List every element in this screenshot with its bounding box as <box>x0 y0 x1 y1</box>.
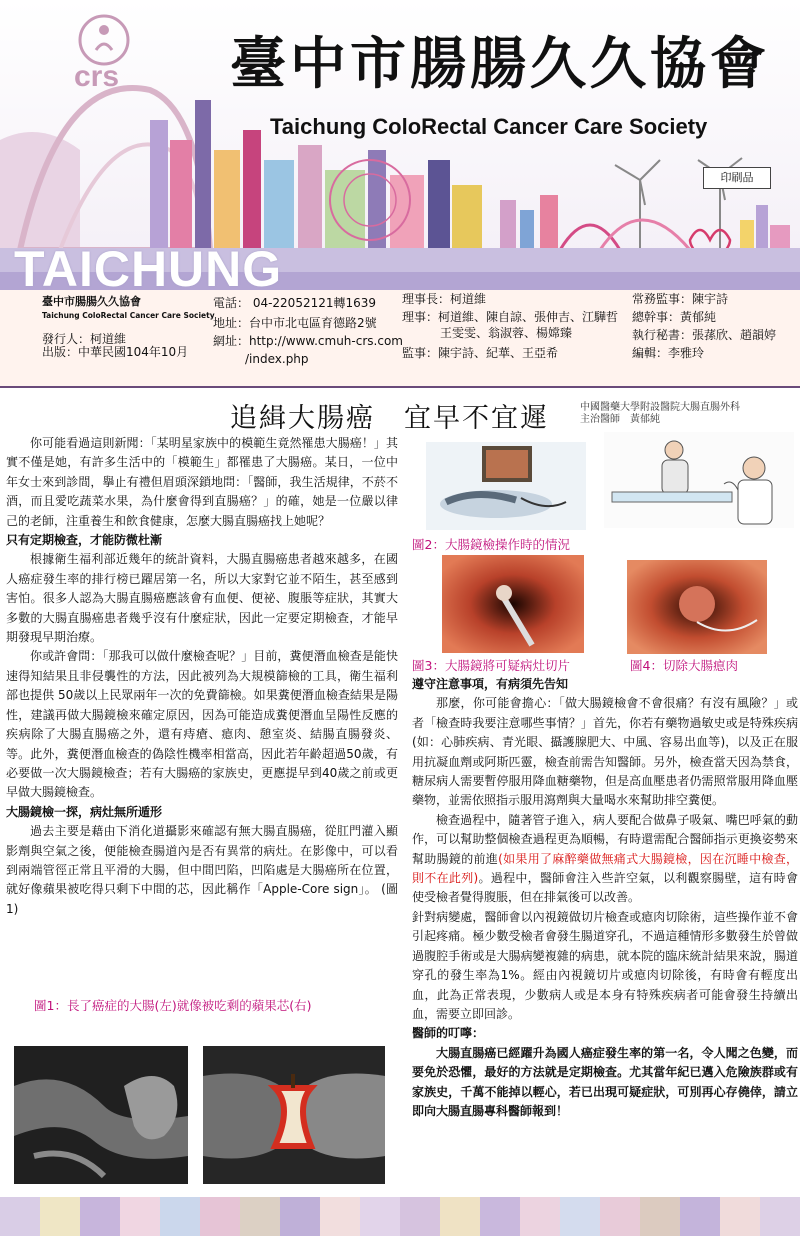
paragraph-intro: 你可能看過這則新聞：「某明星家族中的模範生竟然罹患大腸癌！」其實不僅是她，有許多生活中的「模範生」都罹患了大腸癌。某日，一位中年女士來到診間，擧止有禮但眉頭深鎖地問：「醫師，我生活規律，不菸不酒，而且愛吃蔬菜水果，為什麼會得到直腸癌？」的確，她是一位嚴以律己的老師，注重養生和飲食健康，怎麼大腸直腸癌找上她呢？ <box>6 436 398 528</box>
masthead-title: 臺中市腸腸久久協會 <box>230 31 770 97</box>
org-name: 臺中市腸腸久久協會 <box>42 295 141 308</box>
org-name-en: Taichung ColoRectal Cancer Care Society <box>42 311 215 320</box>
paragraph-statistics: 根據衛生福利部近幾年的統計資料，大腸直腸癌患者越來越多，在國人癌症發生率的排行榜已躍居第一名，所以大家對它並不陌生，甚至感到害怕。很多人認為大腸直腸癌應該會有血便、便祕、腹脹等症狀，其實大多數的大腸直腸癌患者幾乎沒有什麼症狀，因此一定要定期檢查，才能早期發現早期治療。 <box>6 552 398 645</box>
paragraph-advice: 大腸直腸癌已經躍升為國人癌症發生率的第一名，令人聞之色變，而要免於恐懼，最好的方法就是定期檢查。尤其當年紀已邁入危險族群或有家族史，千萬不能掉以輕心，若已出現可疑症狀，可別再心存僥倖，請立即向大腸直腸專科醫師報到！ <box>412 1045 798 1118</box>
directors-cont: 王雯雯、翁淑蓉、楊嫦臻 <box>440 326 573 340</box>
figure-2-illustration-doctor <box>604 432 794 528</box>
paragraph-procedure <box>412 811 798 908</box>
standing-supervisor: 常務監事：陳宇詩 <box>632 292 729 306</box>
published-date: 出版：中華民國104年10月 <box>42 345 189 359</box>
paragraph-precautions: 那麼，你可能會擔心：「做大腸鏡檢會不會很痛？有沒有風險？」或者「檢查時我要注意哪些事情？」首先，你若有藥物過敏史或是特殊疾病(如：心肺疾病、青光眼、攝護腺肥大、中風、容易出血等)，以及正在服用抗凝血劑或阿斯匹靈，檢查前需告知醫師。另外，檢查當天因為禁食，糖尿病人需要暫停服用降血糖藥物，但是高血壓患者仍需照常服用降血壓藥物，並需依照指示服用瀉劑與大量喝水來幫助排空糞便。 <box>412 696 798 808</box>
figure-2-illustration-endoscopy <box>426 442 586 530</box>
apple-core-graphic <box>203 1046 385 1184</box>
paragraph-apple-core: 過去主要是藉由下消化道攝影來確認有無大腸直腸癌，從肛門灌入顯影劑與空氣之後，便能檢查腸道內是否有異常的病灶。在影像中，可以看到兩端管徑正常且平滑的大腸，但中間凹陷，凹陷處是大腸癌所在位置，就好像蘋果被吃得只剩下中間的芯，因此稱作「Apple-Core sign」。 (圖1) <box>6 824 398 916</box>
executive-secretary: 執行秘書：張蓀欣、趙韻婷 <box>632 328 777 342</box>
doctor-patient-graphic <box>604 432 794 528</box>
website-link[interactable]: 網址：http://www.cmuh-crs.com <box>213 334 403 348</box>
figure-3-biopsy-image <box>442 555 584 653</box>
author-affiliation: 中國醫藥大學附設醫院大腸直腸外科 <box>580 402 740 413</box>
figure-2-caption: 圖2：大腸鏡檢操作時的情況 <box>412 537 570 552</box>
figure-3-caption: 圖3：大腸鏡將可疑病灶切片 <box>412 658 570 673</box>
info-band <box>0 290 800 388</box>
section-heading-precautions: 遵守注意事項，有病須先告知 <box>412 677 569 691</box>
procedure-text-b: 。過程中，醫師會注入些許空氣，以利觀察腸壁，這有時會使受檢者覺得腹脹，但在排氣後可以改善。 <box>412 871 798 905</box>
article-headline: 追緝大腸癌 宜早不宜遲 <box>230 403 549 434</box>
procedure-note-red: (如果用了麻醉藥做無痛式大腸鏡檢，因在沉睡中檢查，則不在此列) <box>412 851 798 886</box>
masthead-subtitle: Taichung ColoRectal Cancer Care Society <box>270 114 708 139</box>
figure-4-caption: 圖4：切除大腸瘜肉 <box>630 658 738 673</box>
address: 地址：台中市北屯區育德路2號 <box>213 316 377 330</box>
section-heading-checkup: 只有定期檢查，才能防微杜漸 <box>6 533 163 548</box>
print-badge: 印刷品 <box>703 167 771 189</box>
footer-color-strip <box>0 1197 800 1236</box>
author-name: 主治醫師 黃郁純 <box>580 414 660 425</box>
paragraph-biopsy: 針對病變處，醫師會以內視鏡做切片檢查或瘜肉切除術，這些操作並不會引起疼痛。極少數受檢者會發生腸道穿孔，不過這種情形多數發生於曾做過腹腔手術或是大腸病變複雜的病患，就本院的臨床統計結果來說，腸道穿孔的發生率為1%。經由內視鏡切片或瘜肉切除後，有時會有輕度出血，此為正常表現，少數病人或是本身有特殊疾病者可能會發生持續出血，需要立即回診。 <box>412 909 798 1021</box>
general-secretary: 總幹事：黃郁純 <box>632 310 717 324</box>
section-heading-colonoscopy: 大腸鏡檢一探，病灶無所遁形 <box>6 804 163 819</box>
xray-graphic <box>14 1046 188 1184</box>
section-heading-advice: 醫師的叮嚀： <box>412 1026 485 1041</box>
directors: 理事：柯道維、陳自諒、張伸吉、江驊哲 <box>402 310 619 324</box>
supervisors: 監事：陳宇詩、紀華、王亞希 <box>402 346 559 360</box>
editor: 編輯：李雅玲 <box>632 346 705 360</box>
procedure-text-a: 檢查過程中，隨著管子進入，病人要配合做鼻子吸氣、嘴巴呼氣的動作，可以幫助整個檢查過程更為順暢，有時還需配合醫師指示更換姿勢來幫助腸鏡的前進 <box>412 812 798 866</box>
masthead <box>0 0 800 290</box>
article-author <box>580 402 740 426</box>
figure-1-apple-core-image <box>203 1046 385 1184</box>
endoscopy-room-graphic <box>426 442 586 530</box>
polyp-graphic <box>627 560 767 654</box>
city-wordmark: TAICHUNG <box>14 241 283 290</box>
left-column <box>6 434 398 919</box>
publisher: 發行人：柯道維 <box>42 332 127 346</box>
website-link-path[interactable]: /index.php <box>245 352 309 366</box>
biopsy-graphic <box>442 555 584 653</box>
figure-1-xray-image <box>14 1046 188 1184</box>
chairman: 理事長：柯道維 <box>402 292 487 306</box>
phone: 電話： 04-22052121轉1639 <box>213 296 377 310</box>
logo-crs: crs <box>74 60 120 93</box>
right-column <box>412 675 798 1121</box>
figure-1-caption: 圖1：長了癌症的大腸(左)就像被吃剩的蘋果芯(右) <box>34 998 312 1013</box>
figure-4-polyp-image <box>627 560 767 654</box>
paragraph-fobt: 你或許會問：「那我可以做什麼檢查呢？」目前，糞便潛血檢查是能快速得知結果且非侵襲性的方法，因此被列為大規模篩檢的工具，衛生福利部也提供 50歲以上民眾兩年一次的免費篩檢。如果糞便潛血檢查結果是陽性，建議再做大腸鏡檢來確定原因，因為可能造成糞便潛血呈陽性反應的疾病除了大腸直腸癌之外，還有痔瘡、瘜肉、憩室炎、結腸直腸發炎、等。此外，糞便潛血檢查的偽陰性機率相當高，因此若年齡超過50歲，有必要做一次大腸鏡檢查；若有大腸癌的家族史，更應提早到40歲之前或更早做大腸鏡檢查。 <box>6 649 398 800</box>
